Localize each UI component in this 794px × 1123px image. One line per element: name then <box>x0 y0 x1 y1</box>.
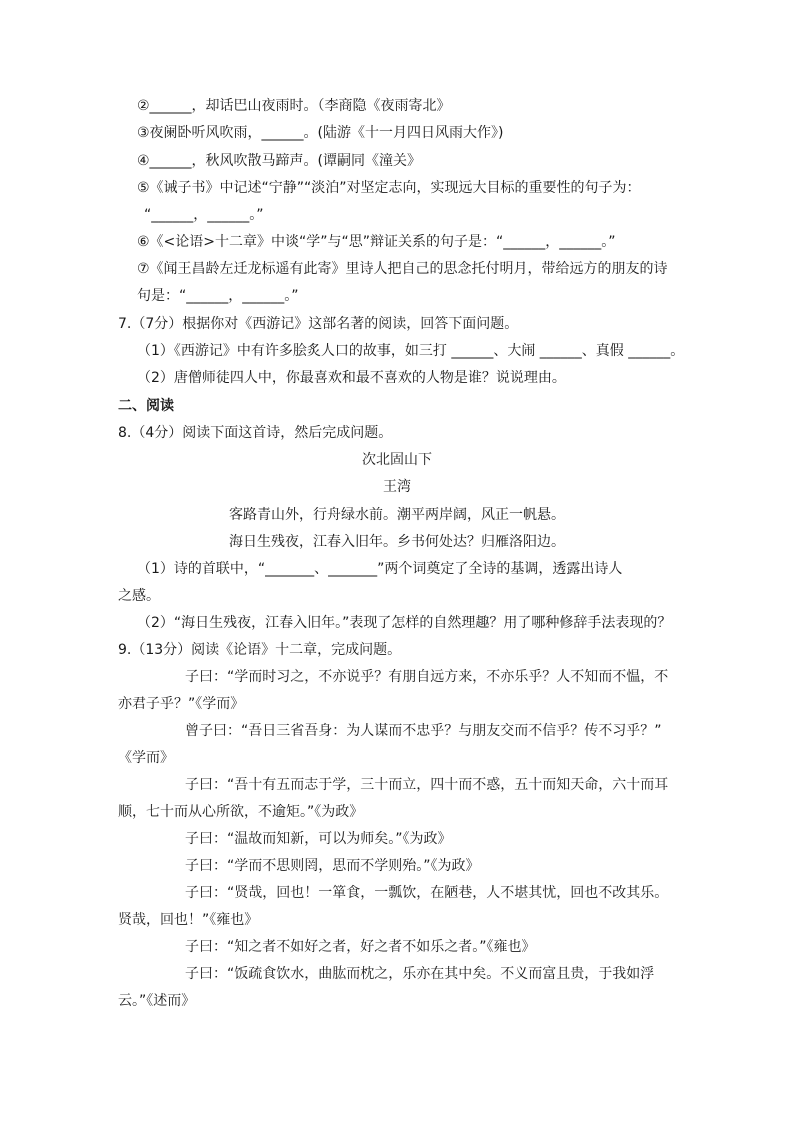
q9-passage-6-line1: 子曰：“贤哉，回也！一箪食，一瓢饮，在陋巷，人不堪其忧，回也不改其乐。 <box>185 885 669 901</box>
q9-passage-7: 子曰：“知之者不如好之者，好之者不如乐之者。”《雍也》 <box>185 939 536 955</box>
poem-line-1: 客路青山外，行舟绿水前。潮平两岸阔，风正一帆悬。 <box>229 507 565 523</box>
poem-line-2: 海日生残夜，江春入旧年。乡书何处达？归雁洛阳边。 <box>229 534 565 550</box>
q9-passage-2-line2: 《学而》 <box>118 750 174 766</box>
q9-passage-1-line2: 亦君子乎？”《学而》 <box>118 696 245 712</box>
q6-item-7-line2: 句是：“______，______。” <box>137 288 299 304</box>
poem-title: 次北固山下 <box>362 452 432 468</box>
poem-author: 王湾 <box>383 479 411 495</box>
q7-stem: 7.（7分）根据你对《西游记》这部名著的阅读，回答下面问题。 <box>118 316 519 332</box>
q9-passage-8-line1: 子曰：“饭疏食饮水，曲肱而枕之，乐亦在其中矣。不义而富且贵，于我如浮 <box>185 966 655 982</box>
q9-passage-3-line2: 顺，七十而从心所欲，不逾矩。”《为政》 <box>118 804 364 820</box>
q6-item-5-line1: ⑤《诫子书》中记述“宁静”“淡泊”对坚定志向，实现远大目标的重要性的句子为： <box>137 180 641 196</box>
q9-passage-1-line1: 子曰：“学而时习之，不亦说乎？有朋自远方来，不亦乐乎？人不知而不愠，不 <box>185 669 669 685</box>
q6-item-6: ⑥《<论语>十二章》中谈“学”与“思”辩证关系的句子是：“______，______。” <box>137 234 616 250</box>
q7-sub-2: （2）唐僧师徒四人中，你最喜欢和最不喜欢的人物是谁？说说理由。 <box>137 370 566 386</box>
q9-passage-8-line2: 云。”《述而》 <box>118 993 196 1009</box>
q8-sub-1-line1: （1）诗的首联中，“_______、_______”两个词奠定了全诗的基调，透露出诗人 <box>137 561 623 577</box>
q9-passage-5: 子曰：“学而不思则罔，思而不学则殆。”《为政》 <box>185 858 480 874</box>
q7-sub-1: （1）《西游记》中有许多脍炙人口的故事，如三打 ______、大闹 ______、真假 ______。 <box>137 343 685 359</box>
q6-item-3: ③夜阑卧听风吹雨，______。(陆游《十一月四日风雨大作》) <box>137 125 504 141</box>
q6-item-4: ④______，秋风吹散马蹄声。(谭嗣同《潼关》 <box>137 153 422 169</box>
q6-item-7-line1: ⑦《闻王昌龄左迁龙标遥有此寄》里诗人把自己的思念托付明月，带给远方的朋友的诗 <box>137 261 668 277</box>
q9-stem: 9.（13分）阅读《论语》十二章，完成问题。 <box>118 642 402 658</box>
section-heading: 二、阅读 <box>118 398 174 414</box>
q8-sub-1-line2: 之感。 <box>118 588 160 604</box>
q9-passage-4: 子曰：“温故而知新，可以为师矣。”《为政》 <box>185 831 452 847</box>
q9-passage-6-line2: 贤哉，回也！”《雍也》 <box>118 912 259 928</box>
q6-item-2: ②______，却话巴山夜雨时。（李商隐《夜雨寄北》 <box>137 98 451 114</box>
q9-passage-2-line1: 曾子曰：“吾日三省吾身：为人谋而不忠乎？与朋友交而不信乎？传不习乎？” <box>185 723 662 739</box>
q9-passage-3-line1: 子曰：“吾十有五而志于学，三十而立，四十而不惑，五十而知天命，六十而耳 <box>185 777 669 793</box>
q8-stem: 8.（4分）阅读下面这首诗，然后完成问题。 <box>118 425 393 441</box>
q6-item-5-line2: “______，______。” <box>144 207 264 223</box>
q8-sub-2: （2）“海日生残夜，江春入旧年。”表现了怎样的自然理趣？用了哪种修辞手法表现的？ <box>137 615 672 631</box>
